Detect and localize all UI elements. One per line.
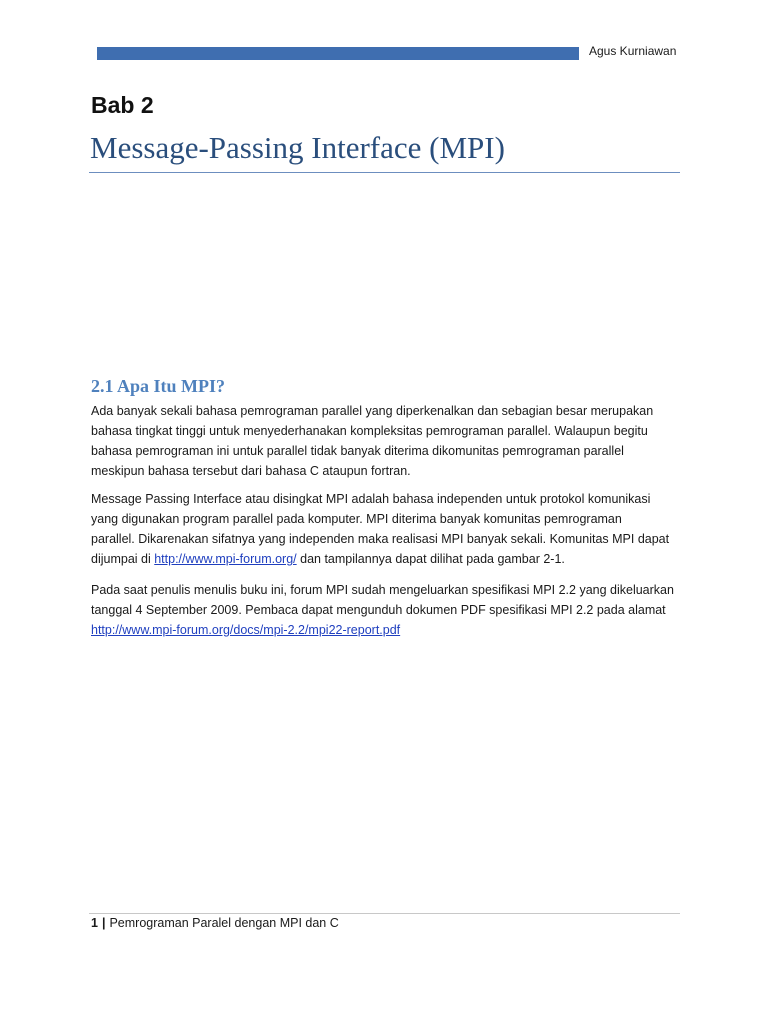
chapter-title: Message-Passing Interface (MPI) xyxy=(90,130,505,165)
page-number: 1 xyxy=(91,916,98,930)
paragraph-line: meskipun bahasa tersebut dari bahasa C ataupun fortran. xyxy=(91,464,411,478)
header-accent-bar xyxy=(97,47,579,60)
title-divider xyxy=(89,172,680,173)
paragraph-line: bahasa tingkat tinggi untuk menyederhanakan kompleksitas pemrograman parallel. Walaupun begitu xyxy=(91,424,648,438)
paragraph-mpi-definition xyxy=(91,489,681,569)
paragraph-line: yang digunakan program parallel pada komputer. MPI diterima banyak komunitas pemrograman xyxy=(91,512,622,526)
page-footer xyxy=(91,916,339,930)
paragraph-line: parallel. Dikarenakan sifatnya yang independen maka realisasi MPI banyak sekali. Komunitas MPI dapat xyxy=(91,532,670,546)
section-heading: 2.1 Apa Itu MPI? xyxy=(91,376,226,396)
paragraph-specification xyxy=(91,580,681,640)
paragraph-line: tanggal 4 September 2009. Pembaca dapat mengunduh dokumen PDF spesifikasi MPI 2.2 pada alamat xyxy=(91,603,666,617)
mpi-forum-link[interactable]: http://www.mpi-forum.org/ xyxy=(154,552,297,566)
paragraph-line: Message Passing Interface atau disingkat MPI adalah bahasa independen untuk protokol komunikasi xyxy=(91,492,651,506)
paragraph-line: Pada saat penulis menulis buku ini, forum MPI sudah mengeluarkan spesifikasi MPI 2.2 yang dikeluarkan xyxy=(91,583,674,597)
header-author: Agus Kurniawan xyxy=(589,44,677,58)
mpi-report-pdf-link[interactable]: http://www.mpi-forum.org/docs/mpi-2.2/mpi22-report.pdf xyxy=(91,623,401,637)
footer-divider xyxy=(89,913,680,914)
paragraph-line xyxy=(91,620,681,640)
footer-separator: | xyxy=(101,916,106,930)
paragraph-line: Ada banyak sekali bahasa pemrograman parallel yang diperkenalkan dan sebagian besar merupakan xyxy=(91,404,654,418)
paragraph-line: bahasa pemrograman ini untuk parallel tidak banyak diterima dikomunitas pemrograman parallel xyxy=(91,444,624,458)
paragraph-line xyxy=(91,549,681,569)
paragraph-text: dan tampilannya dapat dilihat pada gambar 2-1. xyxy=(296,552,565,566)
paragraph-intro xyxy=(91,401,681,481)
footer-book-title: Pemrograman Paralel dengan MPI dan C xyxy=(109,916,339,930)
paragraph-text: dijumpai di xyxy=(91,552,155,566)
chapter-label: Bab 2 xyxy=(91,92,154,118)
